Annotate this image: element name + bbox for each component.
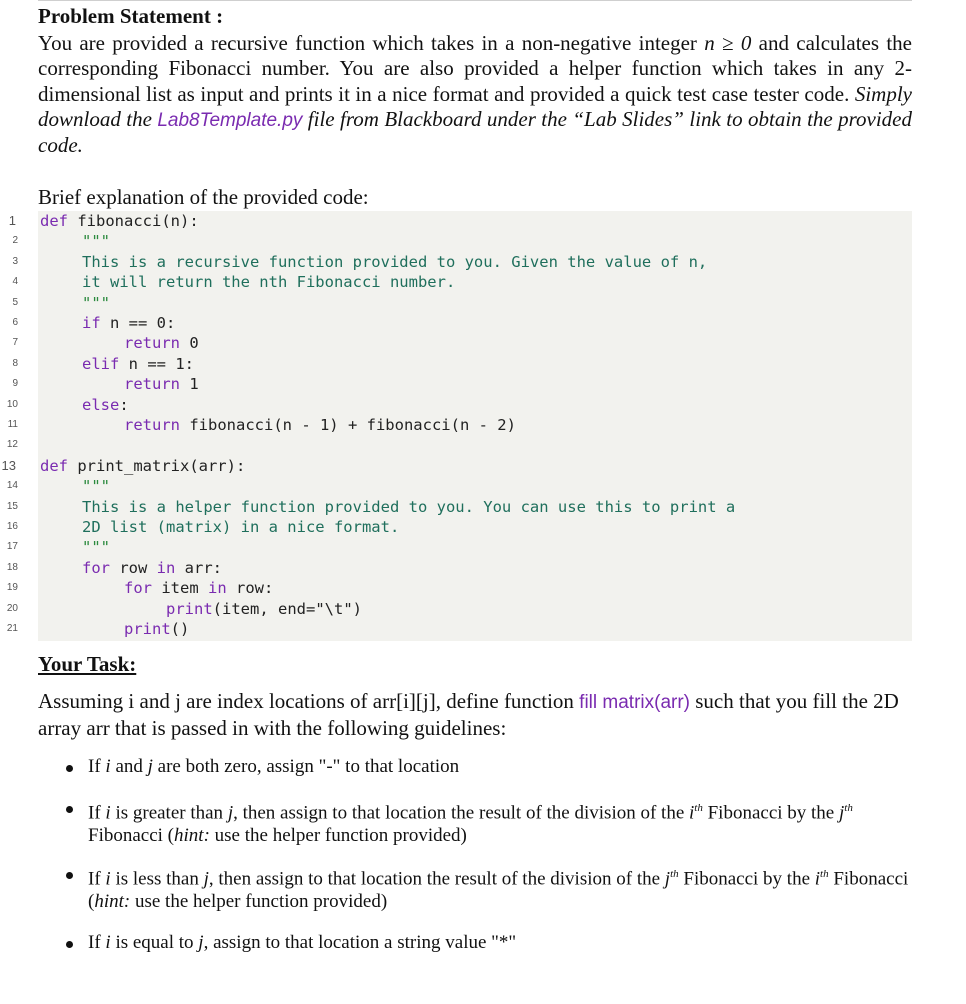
top-divider <box>38 0 912 1</box>
code-line: 17 """ <box>6 538 110 557</box>
code-line: 1 def fibonacci(n): <box>8 212 199 230</box>
brief-explanation-label: Brief explanation of the provided code: <box>38 185 369 209</box>
code-line: 19 for item in row: <box>6 579 274 598</box>
code-line: 2 """ <box>12 232 110 251</box>
code-line: 13 def print_matrix(arr): <box>1 456 246 475</box>
code-line: 16 2D list (matrix) in a nice format. <box>6 518 400 536</box>
file-name-link[interactable]: Lab8Template.py <box>157 109 303 131</box>
fill-matrix-function-name: fill matrix(arr) <box>579 692 690 713</box>
code-line: 8 elif n == 1: <box>12 354 194 373</box>
code-line: 4 it will return the nth Fibonacci number. <box>12 273 456 292</box>
code-line: 9 return 1 <box>12 375 199 394</box>
problem-statement-title: Problem Statement : <box>38 4 224 28</box>
list-item: If i and j are both zero, assign "-" to that location <box>66 756 916 779</box>
code-line: 11 return fibonacci(n - 1) + fibonacci(n - 2) <box>7 416 516 434</box>
list-item: If i is equal to j, assign to that location a string value "*" <box>66 932 916 955</box>
list-item: If i is less than j, then assign to that location the result of the division of the $j^{th}$ Fibonacci by the $i^{th}$ Fibonacci (hint: use the helper function provided) <box>66 863 916 914</box>
code-line: 14 """ <box>6 477 110 496</box>
list-item: If i is greater than j, then assign to that location the result of the division of the $i^{th}$ Fibonacci by the $j^{th}$ Fibonacci (hint: use the helper function provided) <box>66 797 916 848</box>
code-block: 1 def fibonacci(n): 2 """ 3 This is a recursive function provided to you. Given the value of n, 4 it will return the nth Fibonacci number. 5 """ 6 if n == 0: 7 return 0 8 elif n == 1: 9 return 1 10 else: 11 return fibonacci(n - 1) + fibonacci(n - 2) 12 13 def print_matrix(arr): 14 """ 15 This is a helper function provided to you. You can use this to print a 16 2D list (matrix) in a nice format. 17 """ 18 for row in arr: 19 for item in row: 20 print(item, end="\t") 21 print() <box>38 211 912 641</box>
code-line: 18 for row in arr: <box>6 558 223 577</box>
your-task-title: Your Task: <box>38 652 137 676</box>
code-line: 6 if n == 0: <box>12 314 176 332</box>
code-line: 15 This is a helper function provided to you. You can use this to print a <box>6 497 736 516</box>
code-line: 21 print() <box>6 620 190 638</box>
task-intro: Assuming i and j are index locations of arr[i][j], define function fill matrix(arr) such that you fill the 2D array arr that is passed in with the following guidelines: <box>38 689 899 740</box>
code-line: 3 This is a recursive function provided to you. Given the value of n, <box>12 252 708 271</box>
code-line: 20 print(item, end="\t") <box>6 599 362 618</box>
code-line: 5 """ <box>12 293 110 312</box>
problem-statement-body: You are provided a recursive function which takes in a non-negative integer n ≥ 0 and calculates the corresponding Fibonacci number. You are also provided a helper function which takes in any 2-dimensional list as input and prints it in a nice format and provided a quick test case tester code. Simply download the Lab8Template.py file from Blackboard under the “Lab Slides” link to obtain the provided code. <box>38 31 913 158</box>
guidelines-list <box>66 756 916 954</box>
code-line: 7 return 0 <box>12 334 199 353</box>
code-line: 10 else: <box>6 395 129 414</box>
